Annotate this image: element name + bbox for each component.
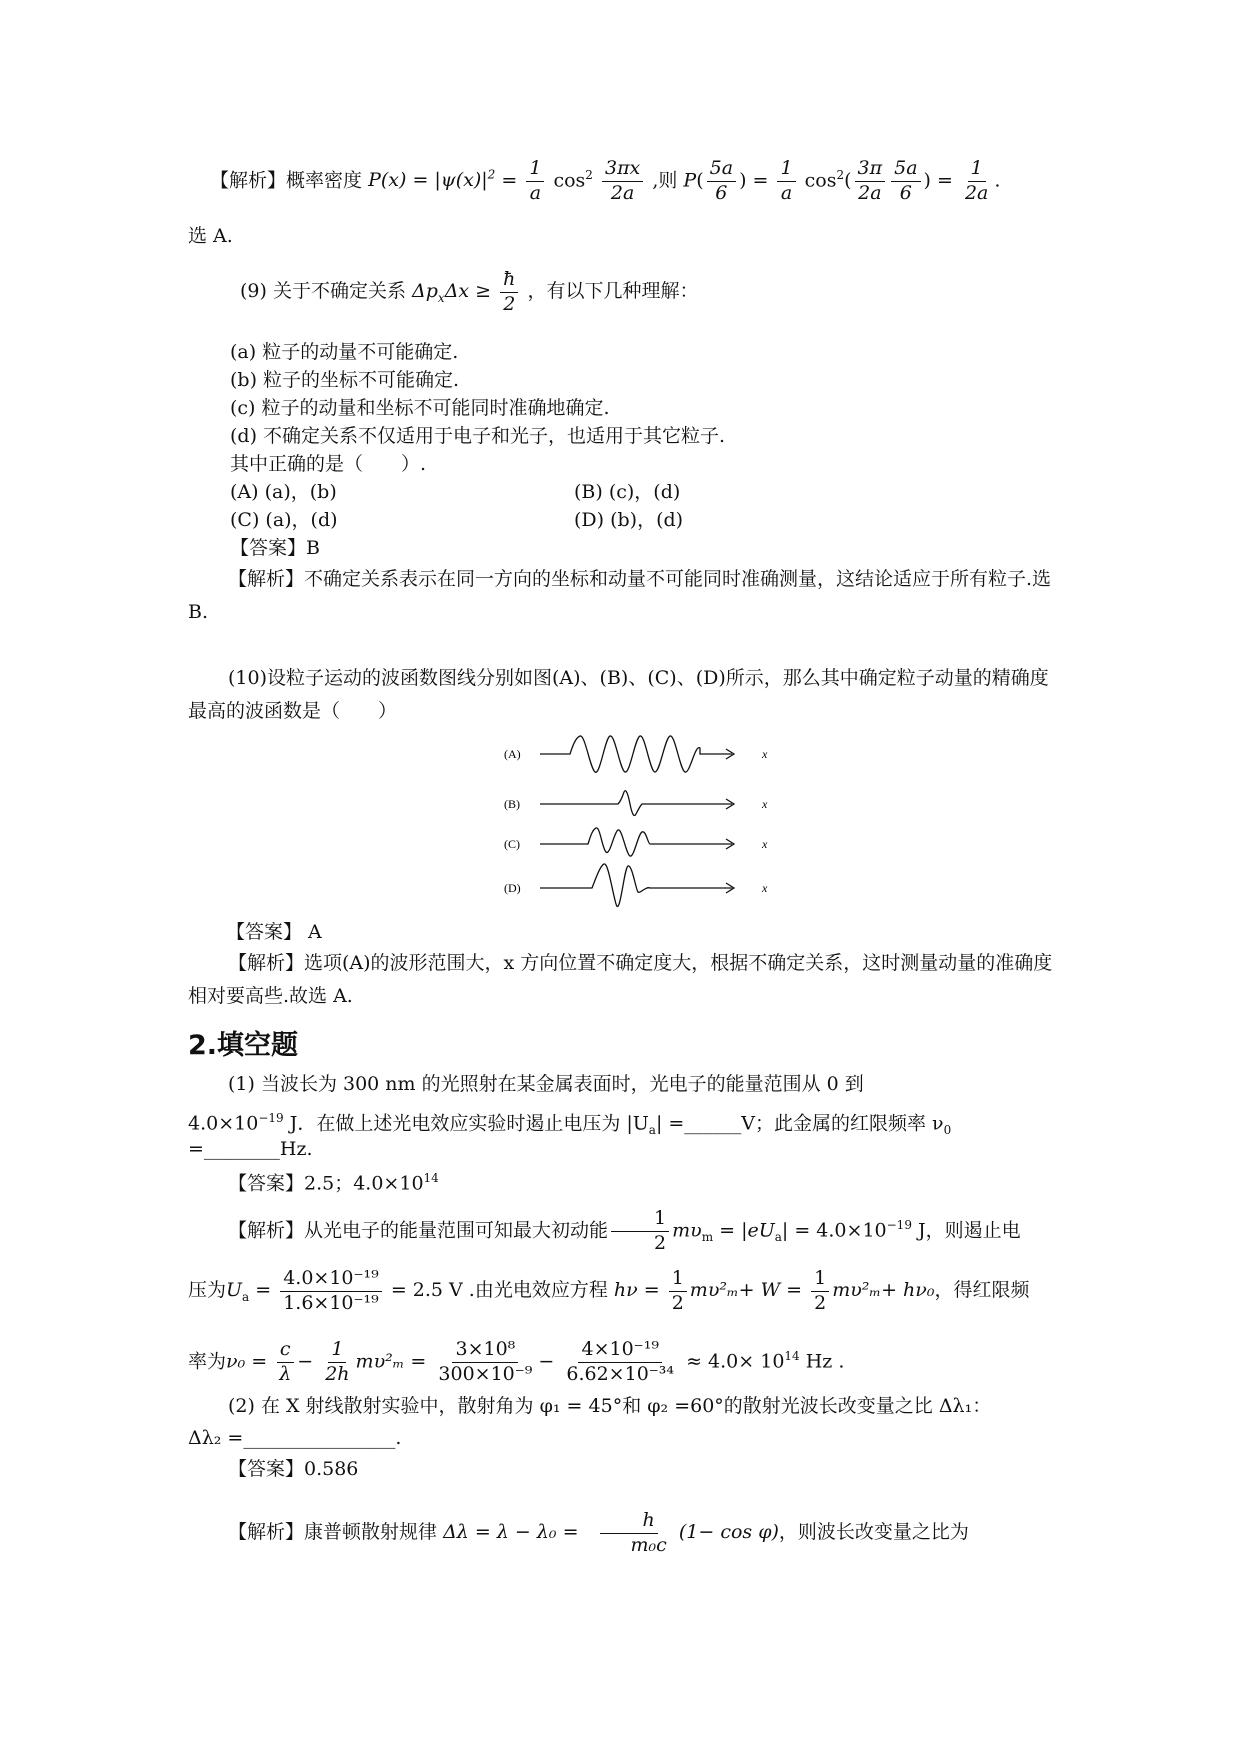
q9-items <box>230 338 1096 562</box>
analysis-tag: 【解析】 <box>210 169 287 192</box>
list-item: (d) 不确定关系不仅适用于电子和光子，也适用于其它粒子. <box>230 425 726 447</box>
axis-label: x <box>762 797 768 811</box>
figure-label: (B) <box>504 797 520 811</box>
wavefunction-figure <box>500 718 800 908</box>
q10-stem: (10)设粒子运动的波函数图线分别如图(A)、(B)、(C)、(D)所示，那么其中确定粒子动量的精确度最高的波函数是（ ） <box>188 667 1049 722</box>
answer: 【答案】B <box>230 537 320 559</box>
axis-label: x <box>762 881 768 895</box>
s2-q1-answer: 【答案】2.5；$4.0\times 10^{14}$ <box>228 1171 439 1195</box>
axis-label: x <box>762 747 768 761</box>
s2-q1-analysis-l3: 率为ν₀ = $\frac{c}{\lambda}$ − $\frac{1}{2h}$ mυ²ₘ = $\frac{\text{3×10⁸}}{\text{300×10⁻⁹}}$ − $\frac{\text{4×10⁻¹⁹}}{\text{6.62×10⁻³⁴}}$ ≈ $4.0\times 10^{14}$ Hz . <box>188 1337 845 1385</box>
s2-q1-analysis-l1: 【解析】从光电子的能量范围可知最大初动能 $\frac{1}{2}$ $m\upsilon_m = |eU_a| = 4.0\times 10^{-19}$ J，则遏止电 <box>228 1206 1021 1254</box>
q8-analysis: 【解析】概率密度 $P(x) = |\psi(x)|^2$ = $\frac{1}{a}$ $\cos^2$ $\frac{3\pi x}{2a}$ ,则 P( $\frac{5a}{6}$ ) = $\frac{1}{a}$ $\cos^2$( $\frac{3\pi}{2a}$ $\frac{5a}{6}$ ) = $\frac{1}{2a}$ . <box>210 156 1001 204</box>
wave-b <box>540 791 732 816</box>
s2-q2-line1: (2) 在 X 射线散射实验中，散射角为 φ₁ = 45°和 φ₂ =60°的散射光波长改变量之比 Δλ₁： <box>228 1395 992 1417</box>
options-row: (A) (a)，(b) (B) (c)，(d) <box>230 481 681 503</box>
prompt: 其中正确的是（ ）. <box>230 453 427 475</box>
frac: $\frac{1}{a}$ <box>526 158 544 205</box>
figure-label: (D) <box>504 881 521 895</box>
s2-q1-line3: =________Hz. <box>188 1138 313 1160</box>
formula-density: $P(x) = |\psi(x)|^2$ <box>368 168 496 192</box>
s2-q2-line2: Δλ₂ =________________. <box>188 1427 402 1449</box>
axis-label: x <box>762 837 768 851</box>
list-item: (a) 粒子的动量不可能确定. <box>230 341 459 363</box>
s2-q1-analysis-l2: 压为$U_a$ = $\frac{\text{4.0×10⁻¹⁹}}{\text{1.6×10⁻¹⁹}}$ = 2.5 V .由光电效应方程 hν = $\frac{1}{2}$ mυ²ₘ+ W = $\frac{1}{2}$ mυ²ₘ+ hν₀，得红限频 <box>188 1266 1030 1314</box>
q10-answer: 【答案】 A <box>226 921 322 943</box>
q9-analysis: 【解析】不确定关系表示在同一方向的坐标和动量不可能同时准确测量，这结论适应于所有粒子.选 B. <box>188 568 1052 623</box>
q8-choice: 选 A. <box>188 225 233 247</box>
options-row: (C) (a)，(d) (D) (b)，(d) <box>230 509 684 531</box>
wave-c <box>540 828 732 856</box>
list-item: (c) 粒子的动量和坐标不可能同时准确地确定. <box>230 397 610 419</box>
figure-label: (C) <box>504 837 520 851</box>
s2-q2-analysis: 【解析】康普顿散射规律 Δλ = λ − λ₀ = $\frac{h}{\text{m₀c}}$ (1− cos φ)，则波长改变量之比为 <box>228 1508 969 1556</box>
section-title: 2.填空题 <box>188 1030 299 1061</box>
s2-q1-line2: $4.0\times 10^{-19}$ J．在做上述光电效应实验时遏止电压为 $|U_a|$ =______V；此金属的红限频率 $\nu_0$ <box>188 1111 952 1138</box>
figure-label: (A) <box>504 747 521 761</box>
wave-d <box>540 864 732 907</box>
wave-a <box>540 736 732 772</box>
frac: $\frac{3\pi x}{2a}$ <box>602 158 643 205</box>
s2-q2-answer: 【答案】0.586 <box>228 1458 359 1480</box>
s2-q1-line1: (1) 当波长为 300 nm 的光照射在某金属表面时，光电子的能量范围从 0 到 <box>228 1073 864 1095</box>
q10-analysis: 【解析】选项(A)的波形范围大，x 方向位置不确定度大，根据不确定关系，这时测量动量的准确度相对要高些.故选 A. <box>188 952 1053 1007</box>
list-item: (b) 粒子的坐标不可能确定. <box>230 369 460 391</box>
q9-stem: (9) 关于不确定关系 $\Delta p_x\Delta x$ ≥ $\frac{ħ}{2}$ ，有以下几种理解： <box>240 267 699 315</box>
